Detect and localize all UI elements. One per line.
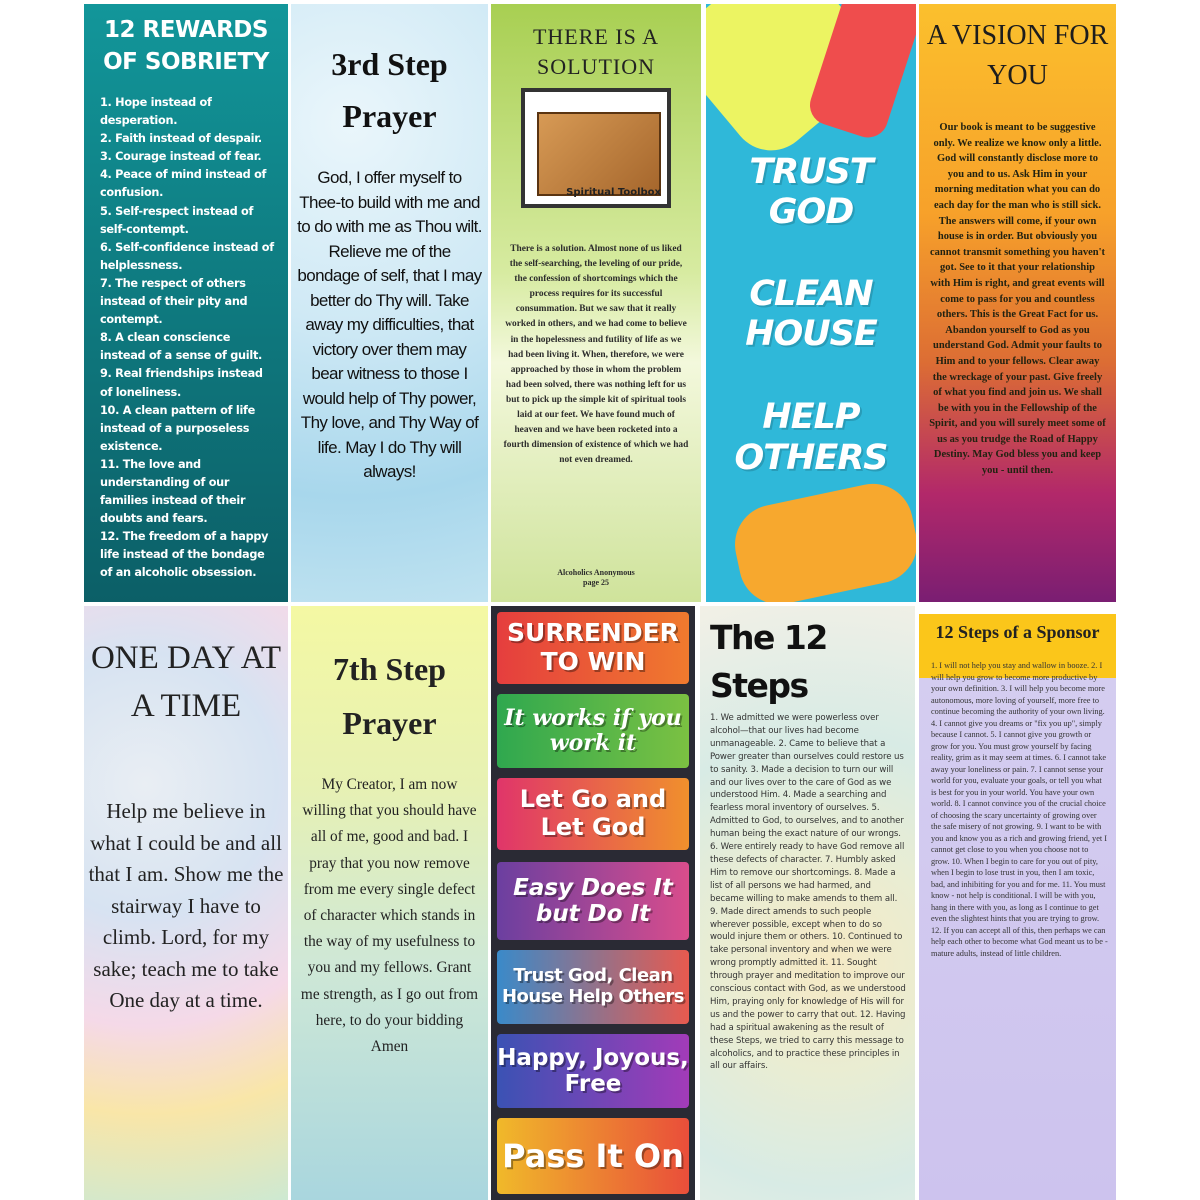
twelve-steps-title: The 12 Steps	[710, 618, 827, 705]
sponsor-card	[919, 614, 1116, 1200]
solution-card	[491, 4, 701, 602]
rewards-list	[84, 94, 288, 583]
toolbox-illustration	[521, 88, 671, 208]
one-day-body: Help me believe in what I could be and all that I am. Show me the stairway I have to climb. Lord, for my sake; teach me to take One day at a time.	[88, 799, 284, 1012]
slogan-band: Trust God, Clean House Help Others	[497, 950, 689, 1024]
trust-line-3: CLEAN	[749, 274, 873, 314]
list-item: 3. Courage instead of fear.	[100, 150, 262, 164]
vision-body: Our book is meant to be suggestive only. We realize we know only a little. God will constantly disclose more to you and to us. Ask Him in your morning meditation what you can do each day for the man who is still sick. The answers will come, if your own house is in order. But obviously you cannot transmit something you haven't got. See to it that your relationship with Him is right, and great events will come to pass for you and countless others. This is the Great Fact for us. Abandon yourself to God as you understand God. Admit your faults to Him and to your fellows. Clear away the wreckage of your past. Give freely of what you find and join us. We shall be with you in the Fellowship of the Spirit, and you will surely meet some of us as you trudge the Road of Happy Destiny. May God bless you and keep you - until then.	[929, 122, 1106, 477]
twelve-steps-card	[700, 606, 915, 1200]
sponsor-body: 1. I will not help you stay and wallow in booze. 2. I will help you grow to become more productive by your own definition. 3. I will help you become more autonomous, more loving of yourself, more free to continue becoming the authority of your own living. 4. I cannot give you dreams or "fix you up", simply because I cannot. 5. I cannot give you growth or grow for you. You must grow yourself by facing reality, grim as it may seem at times. 6. I cannot take away your loneliness or pain. 7. I cannot sense your world for you, evaluate your goals, or tell you what is best for you in your world. You have your own world. 8. I cannot convince you of the crucial choice of choosing the scary uncertainty of growing over the safe misery of not growing. 9. I want to be with you and know you as a rich and growing friend, yet I cannot get close to you when you choose not to grow. 10. When I begin to care for you out of pity, when I begin to lose trust in you, then I am toxic, bad, and inhibiting for you and for me. 11. You must know - not help is conditional. I will be with you, hang in there with you, as long as I continue to get even the slightest hints that you are trying to grow. 12. If you can accept all of this, then perhaps we can help each other to become what God meant us to be - mature adults, instead of little children.	[931, 661, 1108, 958]
trust-line-4: HOUSE	[745, 314, 877, 354]
source-book: Alcoholics Anonymous	[557, 568, 635, 577]
list-item: 9. Real friendships instead of loneliness.	[100, 367, 263, 399]
paint-stroke-orange	[728, 476, 916, 602]
solution-title: THERE IS A SOLUTION	[532, 24, 660, 79]
solution-source	[491, 568, 701, 588]
seventh-step-title: 7th Step Prayer	[333, 651, 446, 741]
rewards-title: 12 REWARDS OF SOBRIETY	[103, 17, 269, 75]
trust-line-2: GOD	[768, 192, 854, 232]
list-item: 6. Self-confidence instead of helplessness.	[100, 240, 274, 272]
list-item: 8. A clean conscience instead of a sense of guilt.	[100, 331, 263, 363]
list-item: 10. A clean pattern of life instead of a purposeless existence.	[100, 403, 255, 453]
one-day-card	[84, 606, 288, 1200]
slogan-band: Happy, Joyous, Free	[497, 1034, 689, 1108]
trust-line-1: TRUST	[749, 152, 873, 192]
twelve-steps-body: 1. We admitted we were powerless over alcohol—that our lives had become unmanageable. 2. Came to believe that a Power greater than ourselves could restore us to sanity. 3. Made a decision to turn our will and our lives over to the care of God as we understood Him. 4. Made a searching and fearless moral inventory of ourselves. 5. Admitted to God, to ourselves, and to another human being the exact nature of our wrongs. 6. Were entirely ready to have God remove all these defects of character. 7. Humbly asked Him to remove our shortcomings. 8. Made a list of all persons we had harmed, and became willing to make amends to them all. 9. Made direct amends to such people wherever possible, except when to do so would injure them or others. 10. Continued to take personal inventory and when we were wrong promptly admitted it. 11. Sought through prayer and meditation to improve our conscious contact with God, as we understood Him, praying only for knowledge of His will for us and the power to carry that out. 12. Having had a spiritual awakening as the result of these Steps, we tried to carry this message to alcoholics, and to practice these principles in all our affairs.	[710, 713, 906, 1072]
seventh-step-body: My Creator, I am now willing that you should have all of me, good and bad. I pray that you now remove from me every single defect of character which stands in the way of my usefulness to you and my fellows. Grant me strength, as I go out from here, to do your bidding Amen	[300, 776, 479, 1056]
slogan-band: It works if you work it	[497, 694, 689, 768]
slogans-card	[491, 606, 695, 1200]
trust-line-6: OTHERS	[734, 438, 888, 478]
source-page: page 25	[583, 578, 609, 587]
trust-card	[706, 4, 916, 602]
list-item: 11. The love and understanding of our families instead of their doubts and fears.	[100, 457, 246, 526]
list-item: 7. The respect of others instead of their pity and contempt.	[100, 276, 248, 327]
vision-card	[919, 4, 1116, 602]
list-item: 4. Peace of mind instead of confusion.	[100, 168, 267, 200]
slogan-band: Pass It On	[497, 1118, 689, 1194]
slogan-band: SURRENDER TO WIN	[497, 612, 689, 684]
toolbox-icon	[537, 112, 661, 196]
sponsor-title: 12 Steps of a Sponsor	[935, 622, 1100, 642]
third-step-body: God, I offer myself to Thee-to build with me and to do with me as Thou wilt. Relieve me of the bondage of self, that I may better do Thy will. Take away my difficulties, that victory over them may bear witness to those I would help of Thy power, Thy love, and Thy Way of life. May I do Thy will always!	[297, 168, 482, 481]
third-step-title: 3rd Step Prayer	[331, 46, 448, 134]
slogan-band: Let Go and Let God	[497, 778, 689, 850]
one-day-title: ONE DAY AT A TIME	[90, 640, 282, 724]
list-item: 1. Hope instead of desperation.	[100, 96, 212, 128]
list-item: 5. Self-respect instead of self-contempt.	[100, 204, 254, 236]
trust-line-5: HELP	[762, 397, 860, 437]
slogan-band: Easy Does It but Do It	[497, 862, 689, 940]
vision-title: A VISION FOR YOU	[926, 20, 1109, 91]
seventh-step-card	[291, 606, 488, 1200]
third-step-card	[291, 4, 488, 602]
solution-body: There is a solution. Almost none of us liked the self-searching, the leveling of our pride, the confession of shortcomings which the process requires for its successful consummation. But we saw that it really worked in others, and we had come to believe in the hopelessness and futility of life as we had been living it. When, therefore, we were approached by those in whom the problem had been solved, there was nothing left for us but to pick up the simple kit of spiritual tools laid at our feet. We have found much of heaven and we have been rocketed into a fourth dimension of existence of which we had not even dreamed.	[503, 244, 689, 466]
rewards-card	[84, 4, 288, 602]
list-item: 12. The freedom of a happy life instead of the bondage of an alcoholic obsession.	[100, 530, 269, 580]
toolbox-label: Spiritual Toolbox	[566, 187, 661, 198]
list-item: 2. Faith instead of despair.	[100, 132, 262, 146]
